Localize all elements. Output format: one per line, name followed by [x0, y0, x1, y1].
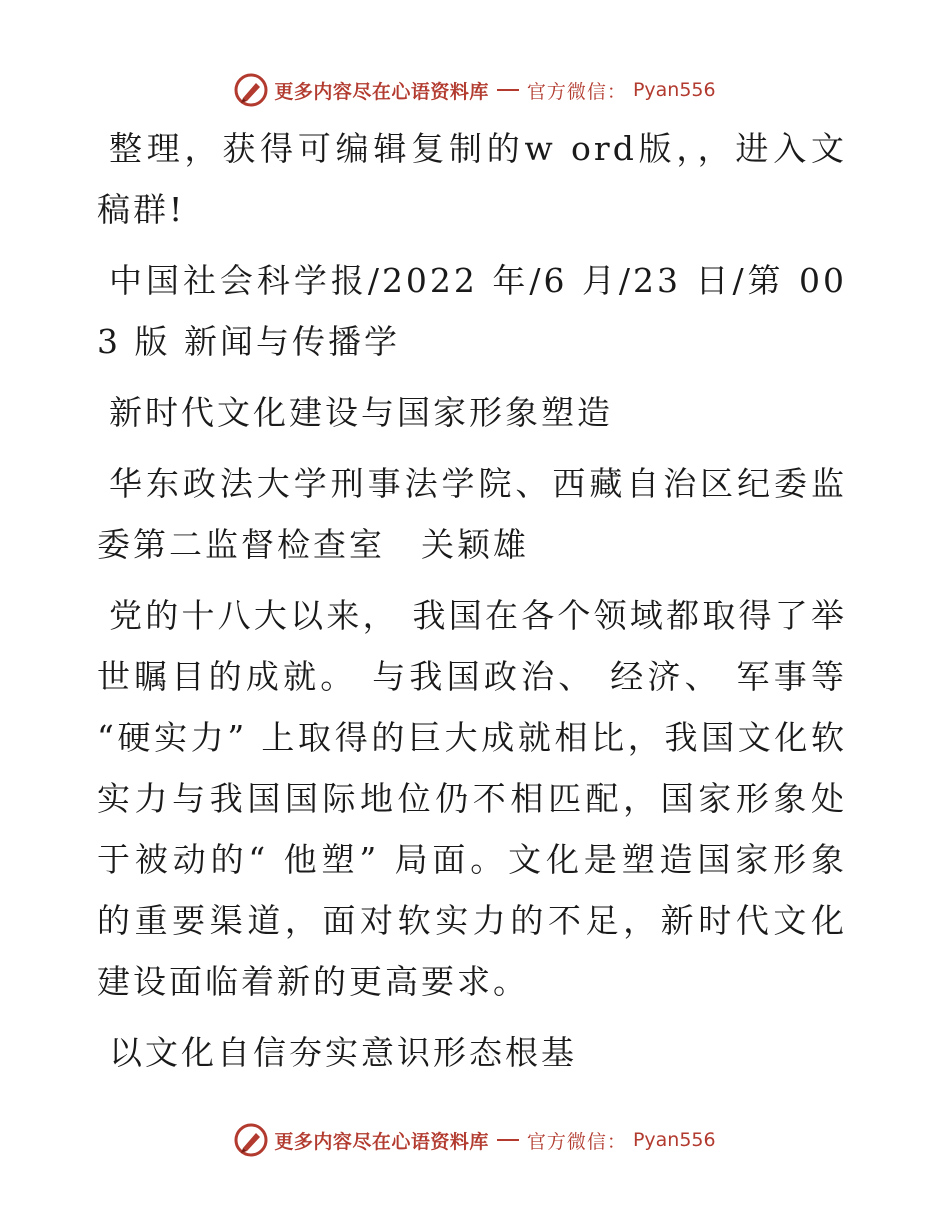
watermark-site-text: 更多内容尽在心语资料库 — [274, 1130, 489, 1153]
watermark-wechat-id: Pyan556 — [632, 79, 716, 101]
pen-logo-icon — [234, 1123, 268, 1157]
footer-watermark — [0, 1120, 950, 1160]
header-watermark — [0, 70, 950, 110]
watermark-dash — [497, 89, 519, 91]
watermark-site-text: 更多内容尽在心语资料库 — [274, 80, 489, 103]
body-paragraph: 党的十八大以来， 我国在各个领域都取得了举世瞩目的成就。 与我国政治、 经济、 军事等 “硬实力” 上取得的巨大成就相比，我国文化软实力与我国国际地位仍不相匹配，国家形象处于被动的“ 他塑” 局面。文化是塑造国家形象的重要渠道，面对软实力的不足，新时代文化建设面临着新的更高要求。 — [97, 596, 847, 1001]
watermark-suffix: 官方微信： — [526, 1130, 627, 1153]
article-title: 新时代文化建设与国家形象塑造 — [109, 393, 613, 432]
watermark-dash — [497, 1139, 519, 1141]
author-line: 华东政法大学刑事法学院、西藏自治区纪委监委第二监督检查室 关颖雄 — [97, 464, 847, 564]
watermark-suffix: 官方微信： — [526, 80, 627, 103]
pen-logo-icon — [234, 73, 268, 107]
document-body — [97, 118, 847, 1093]
watermark-wechat-id: Pyan556 — [632, 1129, 716, 1151]
section-heading: 以文化自信夯实意识形态根基 — [109, 1033, 577, 1072]
intro-paragraph: 整理，获得可编辑复制的w ord版，，进入文稿群! — [97, 129, 847, 229]
source-line: 中国社会科学报/2022 年/6 月/23 日/第 003 版 新闻与传播学 — [97, 261, 847, 361]
